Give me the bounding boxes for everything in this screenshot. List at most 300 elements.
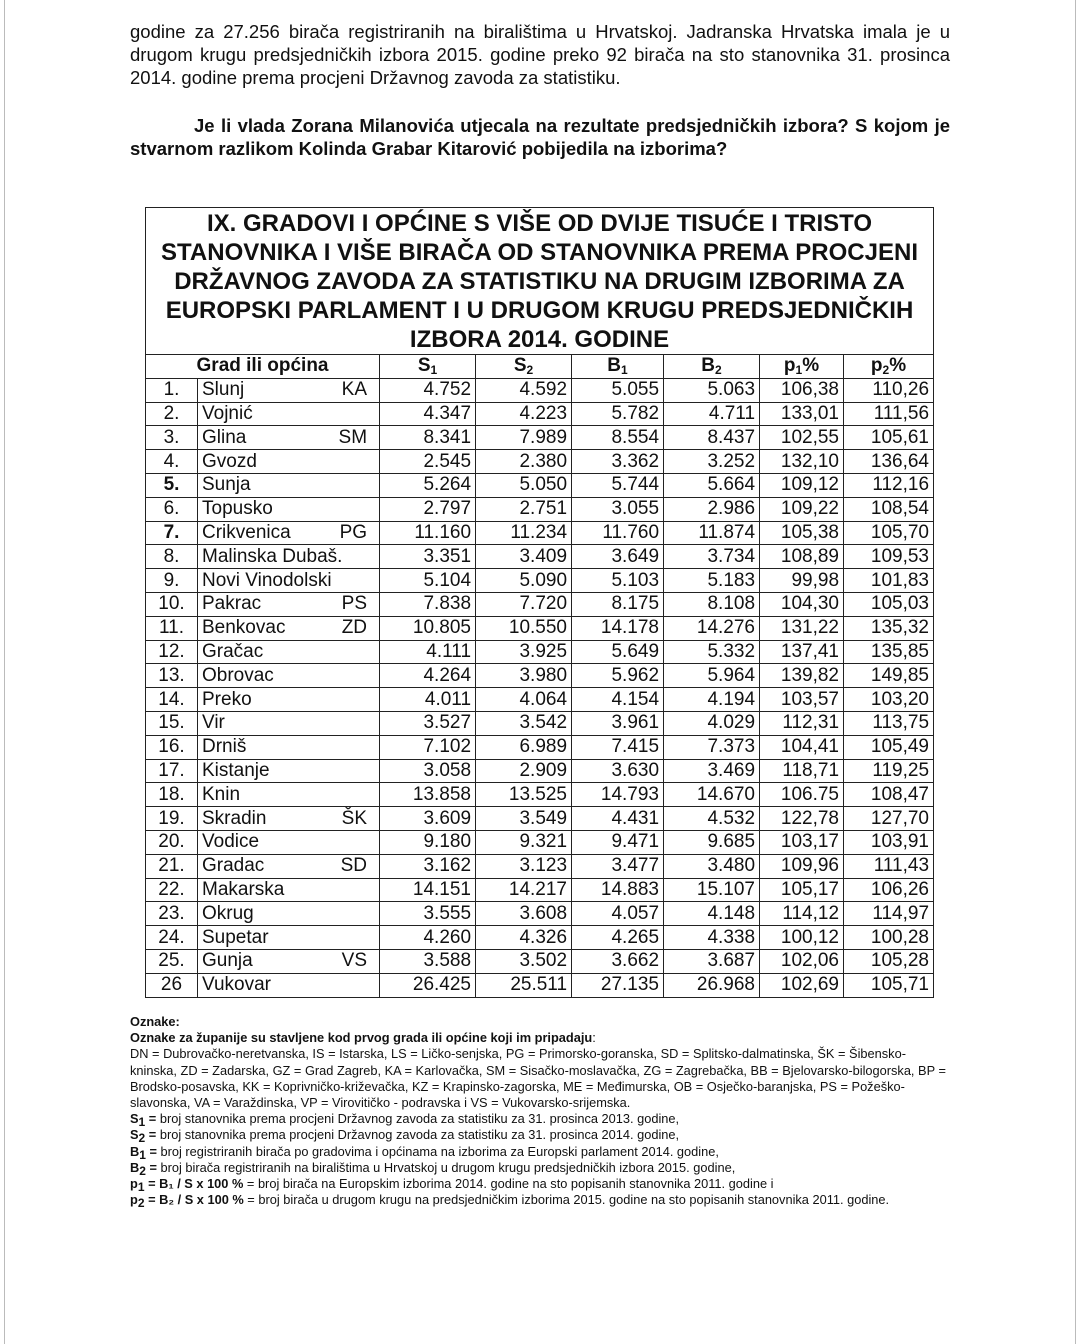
row-p1: 103,17 [760, 830, 844, 854]
table-row [146, 926, 934, 950]
row-s2: 4.064 [476, 688, 572, 712]
table-row [146, 783, 934, 807]
legend-text: = broj birača u drugom krugu na predsjedničkim izborima 2015. godine na sto popisanih stanovnika 2011. godine. [243, 1192, 890, 1208]
table-header-row [146, 355, 934, 379]
row-city: Gunja [202, 950, 253, 972]
row-p2: 105,61 [844, 426, 934, 450]
row-s2: 25.511 [476, 973, 572, 997]
row-b2: 4.148 [664, 902, 760, 926]
table-row [146, 592, 934, 616]
row-p1: 132,10 [760, 450, 844, 474]
row-b1: 9.471 [572, 830, 664, 854]
row-s2: 2.751 [476, 497, 572, 521]
row-b2: 4.338 [664, 926, 760, 950]
row-index: 22. [146, 878, 198, 902]
row-b2: 14.670 [664, 783, 760, 807]
row-b2: 4.194 [664, 688, 760, 712]
row-s1: 5.264 [380, 473, 476, 497]
row-city: Vukovar [202, 974, 271, 996]
row-s2: 3.980 [476, 664, 572, 688]
row-s1: 7.838 [380, 592, 476, 616]
row-p2: 101,83 [844, 569, 934, 593]
row-county: ZD [341, 617, 368, 639]
table-row [146, 688, 934, 712]
row-index: 10. [146, 592, 198, 616]
row-county [367, 403, 375, 425]
row-city-cell [198, 711, 380, 735]
row-city-cell [198, 426, 380, 450]
row-s2: 4.223 [476, 402, 572, 426]
row-city-cell [198, 688, 380, 712]
row-b1: 14.178 [572, 616, 664, 640]
row-s1: 4.260 [380, 926, 476, 950]
row-b2: 8.108 [664, 592, 760, 616]
row-b2: 14.276 [664, 616, 760, 640]
legend-text: broj birača registriranih na biralištima u Hrvatskoj u drugom krugu predsjedničkih izbora 2015. godine, [156, 1159, 736, 1175]
legend-symbol: $B_1$ = [130, 1143, 157, 1162]
row-city-cell [198, 783, 380, 807]
table-row [146, 616, 934, 640]
table-row [146, 640, 934, 664]
row-p2: 114,97 [844, 902, 934, 926]
row-county [367, 665, 375, 687]
row-s1: 5.104 [380, 569, 476, 593]
row-p1: 102,06 [760, 949, 844, 973]
row-b1: 3.662 [572, 949, 664, 973]
legend-text: = broj birača na Europskim izborima 2014. godine na sto popisanih stanovnika 2011. godine i [243, 1176, 774, 1192]
legend-symbol: $p_1 = B_1 / S$ x 100 % [130, 1176, 244, 1195]
row-s1: 13.858 [380, 783, 476, 807]
table-row [146, 807, 934, 831]
row-index: 8. [146, 545, 198, 569]
counties-list: DN = Dubrovačko-neretvanska, IS = Istarska, LS = Ličko-senjska, PG = Primorsko-goranska, SD = Splitsko-dalmatinska, ŠK = Šibensko-kninska, ZD = Zadarska, GZ = Grad Zagreb, KA = Karlovačka, SM = Sisačko-moslavačka, ZG = Zagrebačka, BB = Bjelovarsko-bilogorska, BP = Brodsko-posavska, KK = Koprivničko-križevačka, KZ = Krapinsko-zagorska, ME = Međimurska, OB = Osječko-baranjska, PS = Požeško-slavonska, VA = Varaždinska, VP = Virovitičko - podravska i VS = Vukovarsko-srijemska. [130, 1046, 946, 1111]
row-b2: 3.252 [664, 450, 760, 474]
row-city-cell [198, 616, 380, 640]
question-paragraph [130, 114, 950, 160]
header-s2: $S_2$ [476, 355, 572, 379]
row-b1: 4.154 [572, 688, 664, 712]
row-index: 5. [146, 473, 198, 497]
row-b1: 14.883 [572, 878, 664, 902]
row-p2: 111,43 [844, 854, 934, 878]
row-b2: 3.687 [664, 949, 760, 973]
row-county [367, 784, 375, 806]
row-s1: 26.425 [380, 973, 476, 997]
table-row [146, 949, 934, 973]
row-p1: 108,89 [760, 545, 844, 569]
page-edge-right [1075, 0, 1076, 1344]
page-edge-left [4, 0, 5, 1344]
table-row [146, 711, 934, 735]
row-b1: 3.362 [572, 450, 664, 474]
header-s1: $S_1$ [380, 355, 476, 379]
row-city: Vojnić [202, 402, 253, 424]
row-b1: 8.554 [572, 426, 664, 450]
row-index: 16. [146, 735, 198, 759]
table-row [146, 545, 934, 569]
row-p1: 104,30 [760, 592, 844, 616]
row-city: Okrug [202, 902, 254, 924]
row-s1: 3.555 [380, 902, 476, 926]
row-s2: 4.326 [476, 926, 572, 950]
row-s2: 3.608 [476, 902, 572, 926]
table-row [146, 973, 934, 997]
row-p1: 133,01 [760, 402, 844, 426]
row-s1: 4.347 [380, 402, 476, 426]
table-row [146, 735, 934, 759]
row-city: Slunj [202, 379, 245, 401]
row-index: 25. [146, 949, 198, 973]
row-city-cell [198, 830, 380, 854]
row-p2: 127,70 [844, 807, 934, 831]
row-p1: 114,12 [760, 902, 844, 926]
table-row [146, 830, 934, 854]
row-b2: 5.183 [664, 569, 760, 593]
row-p2: 105,03 [844, 592, 934, 616]
row-city: Vodice [202, 831, 260, 853]
row-county: SM [338, 426, 368, 448]
row-s1: 11.160 [380, 521, 476, 545]
legend-line [130, 1111, 950, 1130]
row-s1: 4.111 [380, 640, 476, 664]
table-row [146, 450, 934, 474]
row-p1: 102,55 [760, 426, 844, 450]
row-city-cell [198, 926, 380, 950]
row-index: 1. [146, 378, 198, 402]
row-s2: 5.050 [476, 473, 572, 497]
question-text: Je li vlada Zorana Milanovića utjecala na rezultate predsjedničkih izbora? S kojom je stvarnom razlikom Kolinda Grabar Kitarović pobijedila na izborima? [130, 115, 950, 159]
row-city: Novi Vinodolski [202, 569, 332, 591]
row-city-cell [198, 807, 380, 831]
row-p2: 135,85 [844, 640, 934, 664]
row-s1: 2.797 [380, 497, 476, 521]
row-index: 19. [146, 807, 198, 831]
header-b2: $B_2$ [664, 355, 760, 379]
row-city-cell [198, 521, 380, 545]
legend-symbol: $S_2$ = [130, 1127, 157, 1146]
row-p1: 99,98 [760, 569, 844, 593]
row-p1: 112,31 [760, 711, 844, 735]
row-s2: 3.123 [476, 854, 572, 878]
row-index: 17. [146, 759, 198, 783]
row-index: 11. [146, 616, 198, 640]
row-city: Benkovac [202, 617, 286, 639]
row-b2: 5.063 [664, 378, 760, 402]
row-county [367, 712, 375, 734]
row-b1: 8.175 [572, 592, 664, 616]
row-city: Glina [202, 426, 247, 448]
row-p1: 106.75 [760, 783, 844, 807]
row-county [367, 474, 375, 496]
row-index: 20. [146, 830, 198, 854]
table-row [146, 402, 934, 426]
row-b1: 5.962 [572, 664, 664, 688]
row-city-cell [198, 735, 380, 759]
row-b1: 27.135 [572, 973, 664, 997]
row-b1: 3.055 [572, 497, 664, 521]
row-index: 13. [146, 664, 198, 688]
row-city: Gvozd [202, 450, 257, 472]
notes-heading: Oznake: [130, 1014, 180, 1029]
row-index: 14. [146, 688, 198, 712]
notes-subheading: Oznake za županije su stavljene kod prvog grada ili općine koji im pripadaju: [130, 1030, 596, 1046]
row-s2: 3.925 [476, 640, 572, 664]
table-row [146, 521, 934, 545]
row-p1: 137,41 [760, 640, 844, 664]
row-b2: 5.332 [664, 640, 760, 664]
legend-line [130, 1144, 950, 1160]
row-b1: 3.477 [572, 854, 664, 878]
row-p1: 131,22 [760, 616, 844, 640]
row-b1: 11.760 [572, 521, 664, 545]
legend-text: broj stanovnika prema procjeni Državnog zavoda za statistiku za 31. prosinca 2014. godine, [156, 1127, 680, 1143]
row-s2: 14.217 [476, 878, 572, 902]
row-b1: 5.782 [572, 402, 664, 426]
row-index: 4. [146, 450, 198, 474]
table-row [146, 854, 934, 878]
legend-text: broj stanovnika prema procjeni Državnog zavoda za statistiku za 31. prosinca 2013. godine, [156, 1111, 680, 1127]
table-row [146, 426, 934, 450]
legend-text: broj registriranih birača po gradovima i općinama na izborima za Europski parlament 2014. godine, [156, 1143, 719, 1159]
row-b2: 3.734 [664, 545, 760, 569]
row-s2: 6.989 [476, 735, 572, 759]
row-index: 23. [146, 902, 198, 926]
row-s2: 2.380 [476, 450, 572, 474]
row-b2: 7.373 [664, 735, 760, 759]
row-b1: 3.649 [572, 545, 664, 569]
row-b2: 5.664 [664, 473, 760, 497]
legend-line [130, 1192, 950, 1211]
row-b2: 4.029 [664, 711, 760, 735]
row-s2: 3.542 [476, 711, 572, 735]
row-index: 26 [146, 973, 198, 997]
row-city: Kistanje [202, 759, 270, 781]
row-index: 21. [146, 854, 198, 878]
row-index: 2. [146, 402, 198, 426]
table-row [146, 664, 934, 688]
legend-line [130, 1127, 950, 1146]
row-city: Knin [202, 783, 241, 805]
row-city: Gračac [202, 640, 264, 662]
row-index: 6. [146, 497, 198, 521]
row-p1: 109,96 [760, 854, 844, 878]
row-b2: 5.964 [664, 664, 760, 688]
row-index: 7. [146, 521, 198, 545]
row-index: 3. [146, 426, 198, 450]
row-p1: 100,12 [760, 926, 844, 950]
row-city-cell [198, 402, 380, 426]
row-city: Gradac [202, 855, 265, 877]
row-s1: 10.805 [380, 616, 476, 640]
table-row [146, 759, 934, 783]
row-index: 9. [146, 569, 198, 593]
row-city-cell [198, 854, 380, 878]
table-row [146, 569, 934, 593]
row-city-cell [198, 450, 380, 474]
row-city: Crikvenica [202, 521, 291, 543]
notes-section [130, 1014, 950, 1211]
row-county [367, 760, 375, 782]
legend-line [130, 1176, 950, 1195]
table-row [146, 878, 934, 902]
row-s1: 4.752 [380, 378, 476, 402]
row-s2: 3.409 [476, 545, 572, 569]
row-index: 18. [146, 783, 198, 807]
row-s2: 13.525 [476, 783, 572, 807]
row-b2: 4.532 [664, 807, 760, 831]
row-s1: 3.162 [380, 854, 476, 878]
row-s1: 3.588 [380, 949, 476, 973]
row-city-cell [198, 569, 380, 593]
row-county [367, 974, 375, 996]
row-s1: 3.527 [380, 711, 476, 735]
row-p2: 110,26 [844, 378, 934, 402]
row-b1: 5.649 [572, 640, 664, 664]
row-s1: 4.011 [380, 688, 476, 712]
row-p1: 139,82 [760, 664, 844, 688]
row-city: Sunja [202, 474, 251, 496]
row-b1: 4.265 [572, 926, 664, 950]
row-s2: 4.592 [476, 378, 572, 402]
row-p2: 105,49 [844, 735, 934, 759]
row-p1: 109,12 [760, 473, 844, 497]
legend-symbol: $S_1$ = [130, 1111, 157, 1130]
row-city-cell [198, 878, 380, 902]
row-county [367, 879, 375, 901]
row-s1: 3.058 [380, 759, 476, 783]
row-city: Vir [202, 712, 225, 734]
row-city: Makarska [202, 878, 285, 900]
row-p1: 104,41 [760, 735, 844, 759]
row-s1: 9.180 [380, 830, 476, 854]
row-b1: 5.744 [572, 473, 664, 497]
row-b2: 11.874 [664, 521, 760, 545]
row-p2: 105,71 [844, 973, 934, 997]
row-city-cell [198, 497, 380, 521]
row-p2: 105,28 [844, 949, 934, 973]
table-row [146, 902, 934, 926]
table-body [146, 378, 934, 997]
results-table [145, 207, 934, 998]
row-p2: 112,16 [844, 473, 934, 497]
row-city: Supetar [202, 926, 269, 948]
table-row [146, 497, 934, 521]
row-b1: 14.793 [572, 783, 664, 807]
row-s2: 10.550 [476, 616, 572, 640]
row-b2: 3.480 [664, 854, 760, 878]
row-county: PG [339, 521, 368, 543]
row-b1: 3.630 [572, 759, 664, 783]
row-s2: 7.720 [476, 592, 572, 616]
header-p1: $p_1\%$ [760, 355, 844, 379]
row-b2: 15.107 [664, 878, 760, 902]
row-s2: 2.909 [476, 759, 572, 783]
row-p2: 119,25 [844, 759, 934, 783]
row-b1: 7.415 [572, 735, 664, 759]
row-s2: 5.090 [476, 569, 572, 593]
row-county [367, 546, 375, 568]
row-county: SD [340, 855, 368, 877]
row-city-cell [198, 949, 380, 973]
row-b1: 5.103 [572, 569, 664, 593]
row-p2: 106,26 [844, 878, 934, 902]
row-city-cell [198, 592, 380, 616]
row-s1: 14.151 [380, 878, 476, 902]
row-p1: 105,17 [760, 878, 844, 902]
row-p2: 100,28 [844, 926, 934, 950]
row-p1: 103,57 [760, 688, 844, 712]
row-s2: 9.321 [476, 830, 572, 854]
row-p1: 109,22 [760, 497, 844, 521]
header-b1: $B_1$ [572, 355, 664, 379]
row-city: Drniš [202, 736, 247, 758]
row-p2: 113,75 [844, 711, 934, 735]
row-s1: 2.545 [380, 450, 476, 474]
row-p2: 109,53 [844, 545, 934, 569]
row-city: Topusko [202, 498, 273, 520]
table-row [146, 378, 934, 402]
row-p2: 108,54 [844, 497, 934, 521]
row-county [367, 451, 375, 473]
row-county [367, 927, 375, 949]
row-s1: 3.609 [380, 807, 476, 831]
row-city: Skradin [202, 807, 267, 829]
row-p1: 118,71 [760, 759, 844, 783]
row-county [367, 641, 375, 663]
row-b2: 26.968 [664, 973, 760, 997]
row-s2: 11.234 [476, 521, 572, 545]
row-county [367, 903, 375, 925]
row-county [367, 689, 375, 711]
row-index: 12. [146, 640, 198, 664]
table-title: IX. GRADOVI I OPĆINE S VIŠE OD DVIJE TISUĆE I TRISTO STANOVNIKA I VIŠE BIRAČA OD STANOVNIKA PREMA PROCJENI DRŽAVNOG ZAVODA ZA STATISTIKU NA DRUGIM IZBORIMA ZA EUROPSKI PARLAMENT I U DRUGOM KRUGU PREDSJEDNIČKIH IZBORA 2014. GODINE [145, 207, 934, 354]
header-p2: $p_2\%$ [844, 355, 934, 379]
row-p2: 108,47 [844, 783, 934, 807]
row-city-cell [198, 640, 380, 664]
row-county [367, 570, 375, 592]
row-p2: 105,70 [844, 521, 934, 545]
row-p1: 106,38 [760, 378, 844, 402]
row-b2: 9.685 [664, 830, 760, 854]
row-county [367, 736, 375, 758]
row-p1: 102,69 [760, 973, 844, 997]
row-city-cell [198, 473, 380, 497]
row-county [367, 831, 375, 853]
row-b1: 4.431 [572, 807, 664, 831]
row-index: 24. [146, 926, 198, 950]
row-p2: 135,32 [844, 616, 934, 640]
row-s1: 4.264 [380, 664, 476, 688]
row-city-cell [198, 664, 380, 688]
row-county: KA [341, 379, 368, 401]
row-b2: 2.986 [664, 497, 760, 521]
row-s1: 7.102 [380, 735, 476, 759]
header-city: Grad ili općina [146, 355, 380, 379]
row-b1: 4.057 [572, 902, 664, 926]
row-county: ŠK [341, 807, 368, 829]
row-county [367, 498, 375, 520]
row-p1: 122,78 [760, 807, 844, 831]
row-index: 15. [146, 711, 198, 735]
row-s1: 3.351 [380, 545, 476, 569]
row-b1: 3.961 [572, 711, 664, 735]
row-p2: 149,85 [844, 664, 934, 688]
row-city-cell [198, 759, 380, 783]
row-county: PS [341, 593, 368, 615]
row-b2: 3.469 [664, 759, 760, 783]
row-county: VS [341, 950, 368, 972]
row-p2: 103,20 [844, 688, 934, 712]
